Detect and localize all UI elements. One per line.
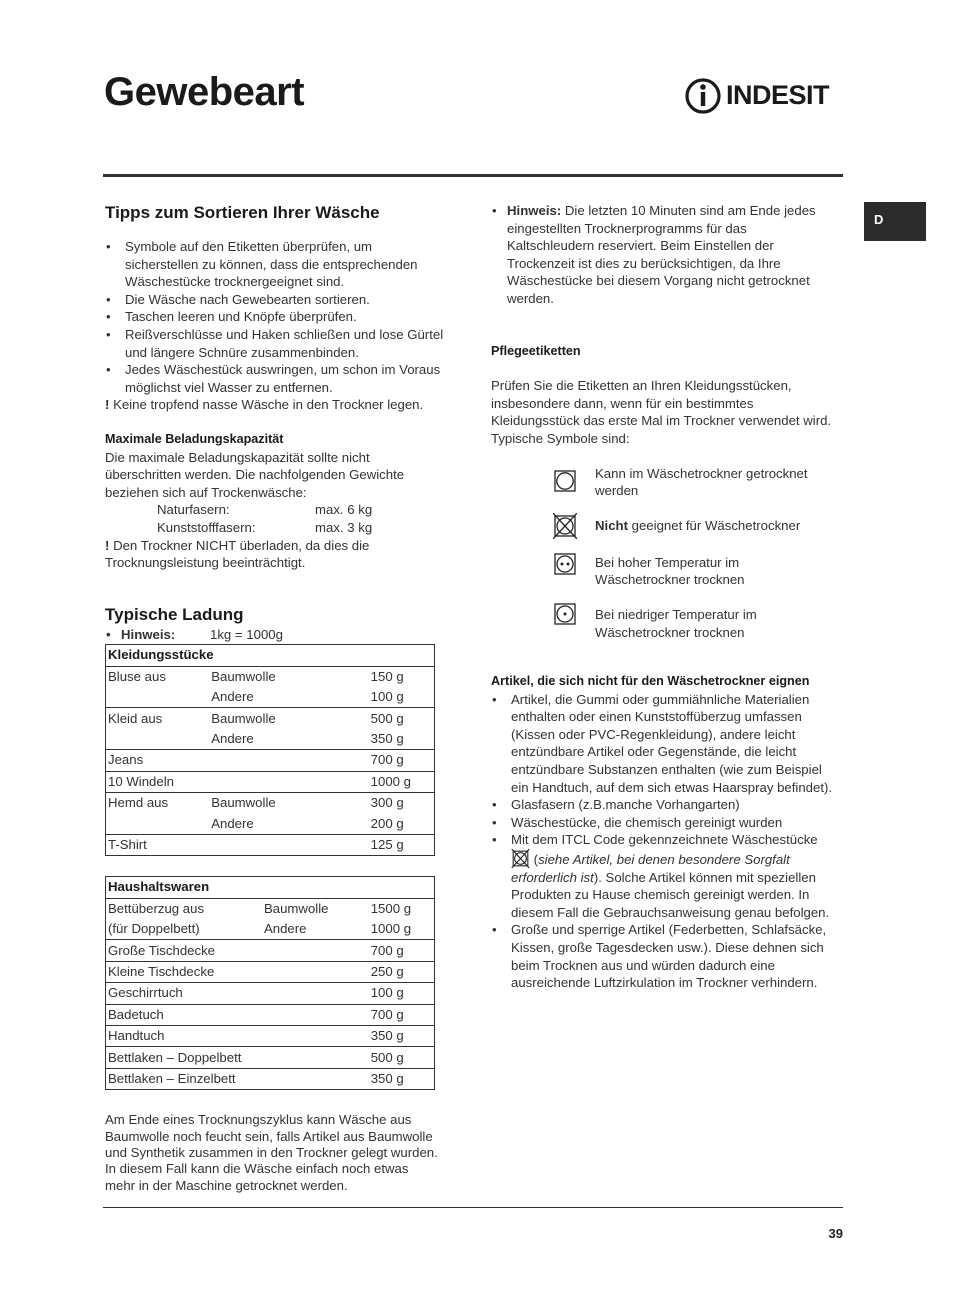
itcl-text-pre: Mit dem ITCL Code gekennzeichnete Wäschestücke <box>511 832 818 848</box>
table-cell <box>262 1025 369 1046</box>
symbol-text <box>595 517 835 535</box>
unsuitable-heading: Artikel, die sich nicht für den Wäschetrockner eignen <box>491 674 810 689</box>
table-cell: Andere <box>209 687 368 708</box>
household-table-header: Haushaltswaren <box>106 877 435 898</box>
note-label: Hinweis: <box>507 203 562 218</box>
load-note <box>105 626 447 644</box>
footer-divider <box>103 1207 843 1208</box>
table-cell: 500 g <box>369 1047 435 1068</box>
note-text: Die letzten 10 Minuten sind am Ende jedes eingestellten Trocknerprogramms für das Kaltschleudern reserviert. Beim Einstellen der Trockenzeit ist dies zu berücksichtigen, da Ihre Wäschestücke bei diesem Vorgang nicht getrocknet werden. <box>507 203 816 306</box>
list-item: • Jedes Wäschestück auswringen, um schon im Voraus möglichst viel Wasser zu entfernen. <box>105 361 447 396</box>
household-table <box>105 876 435 1090</box>
clothing-table <box>105 644 435 856</box>
note-list <box>491 202 836 308</box>
tumble-dry-icon <box>553 469 577 493</box>
table-row <box>106 983 435 1004</box>
table-cell: Andere <box>209 813 368 834</box>
care-symbols <box>491 465 836 642</box>
table-cell: 350 g <box>369 729 435 750</box>
load-note-label: • Hinweis: <box>106 626 176 642</box>
table-header-row <box>106 645 435 666</box>
list-item: • Die Wäsche nach Gewebearten sortieren. <box>105 291 447 309</box>
itcl-italic: siehe Artikel, bei denen besondere Sorgfalt erforderlich ist <box>511 852 790 885</box>
table-cell: 300 g <box>369 793 435 814</box>
capacity-row <box>105 519 447 537</box>
capacity-value: max. 6 kg <box>315 502 373 518</box>
table-row <box>106 793 435 814</box>
table-cell: Baumwolle <box>211 795 276 811</box>
table-cell: 200 g <box>369 813 435 834</box>
table-row <box>106 771 435 792</box>
table-cell <box>262 940 369 961</box>
symbol-row <box>491 554 836 589</box>
table-cell: Andere <box>262 919 369 940</box>
table-cell: 1000 g <box>369 771 435 792</box>
itcl-open: ( <box>530 852 539 868</box>
symbol-text: Bei niedriger Temperatur im Wäschetrockner trocknen <box>595 606 757 640</box>
table-cell: Baumwolle <box>211 710 276 726</box>
symbol-row <box>491 606 836 641</box>
table-cell: Jeans <box>106 750 210 771</box>
table-cell: 125 g <box>369 834 435 855</box>
table-cell: 1000 g <box>369 919 435 940</box>
table-row <box>106 961 435 982</box>
table-cell: 1500 g <box>369 898 435 919</box>
table-cell: Große Tischdecke <box>106 940 262 961</box>
care-intro: Prüfen Sie die Etiketten an Ihren Kleidungsstücken, insbesondere dann, wenn für ein bestimmtes Kleidungsstück das erste Mal im Trockner verwendet wird. Typische Symbole sind: <box>491 378 832 446</box>
table-cell <box>209 750 368 771</box>
table-cell: 700 g <box>369 750 435 771</box>
table-cell <box>262 1068 369 1089</box>
table-cell: Hemd aus <box>106 793 210 814</box>
table-cell: Bettlaken – Einzelbett <box>106 1068 262 1089</box>
table-row <box>106 750 435 771</box>
table-row <box>106 1068 435 1089</box>
table-cell <box>106 729 210 750</box>
page-number: 39 <box>828 1226 843 1241</box>
table-cell: Kleine Tischdecke <box>106 961 262 982</box>
symbol-text: Bei hoher Temperatur im Wäschetrockner trocknen <box>595 554 745 588</box>
table-row <box>106 729 435 750</box>
table-cell: 250 g <box>369 961 435 982</box>
brand-logo <box>684 74 844 118</box>
table-cell: Bettüberzug aus <box>106 898 262 919</box>
table-row <box>106 1004 435 1025</box>
table-cell: 350 g <box>369 1068 435 1089</box>
table-row <box>106 919 435 940</box>
tumble-dry-low-icon <box>553 602 577 626</box>
language-tab: D <box>864 202 926 241</box>
table-cell <box>106 813 210 834</box>
sort-heading: Tipps zum Sortieren Ihrer Wäsche <box>105 203 380 222</box>
sort-warning <box>105 396 447 414</box>
list-item: • Symbole auf den Etiketten überprüfen, um sicherstellen zu können, dass die entsprechenden Wäschestücke trocknergeeignet sind. <box>105 238 447 291</box>
capacity-label: Kunststofffasern: <box>157 519 256 535</box>
table-row <box>106 813 435 834</box>
table-cell <box>106 687 210 708</box>
table-cell: 10 Windeln <box>106 771 210 792</box>
itcl-text-post: ). Solche Artikel können mit speziellen Produkten zu Hause chemisch gereinigt werden. In diesem Fall die Gebrauchsanweisung genau befolgen. <box>511 869 830 920</box>
table-cell: 100 g <box>369 983 435 1004</box>
table-row <box>106 898 435 919</box>
list-item <box>491 202 836 308</box>
table-row <box>106 708 435 729</box>
table-cell: Bettlaken – Doppelbett <box>106 1047 262 1068</box>
closing-text: Am Ende eines Trocknungszyklus kann Wäsche aus Baumwolle noch feucht sein, falls Artikel aus Baumwolle und Synthetik zusammen in den Trockner gelegt wurden. In diesem Fall kann die Wäsche einfach noch etwas mehr in der Maschine getrocknet werden. <box>105 1112 438 1193</box>
table-cell: Baumwolle <box>263 900 329 916</box>
brand-name: INDESIT <box>726 80 830 110</box>
list-item <box>491 831 836 921</box>
table-cell: 100 g <box>369 687 435 708</box>
capacity-heading: Maximale Beladungskapazität <box>105 431 284 446</box>
list-item: • Reißverschlüsse und Haken schließen und lose Gürtel und längere Schnüre zusammenbinden. <box>105 326 447 361</box>
itcl-code-icon <box>511 849 530 868</box>
list-item: • Wäschestücke, die chemisch gereinigt wurden <box>491 814 836 832</box>
table-row <box>106 1025 435 1046</box>
list-item: • Taschen leeren und Knöpfe überprüfen. <box>105 308 447 326</box>
capacity-warning <box>105 537 447 572</box>
list-item: • Große und sperrige Artikel (Federbetten, Schlafsäcke, Kissen, große Tagesdecken usw.). Diese dehnen sich beim Trocknen aus und würden dadurch eine ausreichende Luftzirkulation im Trockner verhindern. <box>491 921 836 991</box>
care-heading: Pflegeetiketten <box>491 343 581 358</box>
load-heading: Typische Ladung <box>105 604 244 624</box>
symbol-text: Kann im Wäschetrockner getrocknet werden <box>595 465 808 499</box>
table-cell <box>209 834 368 855</box>
do-not-tumble-dry-icon <box>553 513 577 537</box>
table-row <box>106 687 435 708</box>
load-note-value: 1kg = 1000g <box>210 626 283 642</box>
capacity-warning-text: Den Trockner NICHT überladen, da dies die Trocknungsleistung beeinträchtigt. <box>105 537 370 571</box>
left-column <box>105 200 447 1194</box>
table-cell: Bluse aus <box>106 666 210 687</box>
table-cell <box>209 771 368 792</box>
table-cell: 350 g <box>369 1025 435 1046</box>
capacity-label: Naturfasern: <box>157 502 230 518</box>
table-cell <box>262 1047 369 1068</box>
table-cell: Geschirrtuch <box>106 983 262 1004</box>
clothing-table-header: Kleidungsstücke <box>106 645 435 666</box>
unsuitable-list <box>491 691 836 992</box>
header-divider <box>103 174 843 177</box>
symbol-text-rest: geeignet für Wäschetrockner <box>627 517 801 533</box>
table-cell: T-Shirt <box>106 834 210 855</box>
tumble-dry-high-icon <box>553 552 577 576</box>
table-header-row <box>106 877 435 898</box>
table-cell: 700 g <box>369 940 435 961</box>
list-item: • Artikel, die Gummi oder gummiähnliche Materialien enthalten oder einen Kunststoffüberzug umfassen (Kissen oder PVC-Regenkleidung), andere leicht entzündbare Artikel oder Gegenstände, die leicht entzündbare Substanzen enthalten (wie zum Beispiel ein Handtuch, auf dem sich etwas Haarspray befindet). <box>491 691 836 797</box>
capacity-intro: Die maximale Beladungskapazität sollte nicht überschritten werden. Die nachfolgenden Gewichte beziehen sich auf Trockenwäsche: <box>105 449 405 500</box>
table-cell: 700 g <box>369 1004 435 1025</box>
warning-mark: ! <box>105 397 110 413</box>
table-cell <box>262 961 369 982</box>
table-row <box>106 834 435 855</box>
table-cell: Handtuch <box>106 1025 262 1046</box>
sort-tips-list <box>105 238 447 396</box>
table-row <box>106 666 435 687</box>
right-column <box>491 202 836 992</box>
capacity-value: max. 3 kg <box>315 519 373 535</box>
table-cell <box>262 1004 369 1025</box>
symbol-row <box>491 465 836 500</box>
warning-mark: ! <box>105 537 110 553</box>
table-cell: Baumwolle <box>211 668 276 684</box>
sort-warning-text: Keine tropfend nasse Wäsche in den Trockner legen. <box>113 397 424 413</box>
table-row <box>106 940 435 961</box>
capacity-row <box>105 501 447 519</box>
table-cell: 500 g <box>369 708 435 729</box>
table-cell: 150 g <box>369 666 435 687</box>
table-cell: Kleid aus <box>106 708 210 729</box>
table-cell <box>262 983 369 1004</box>
symbol-row <box>491 517 836 537</box>
list-item: • Glasfasern (z.B.manche Vorhangarten) <box>491 796 836 814</box>
symbol-bold: Nicht <box>595 517 628 533</box>
brand-logo-mark-icon <box>684 74 724 118</box>
table-row <box>106 1047 435 1068</box>
page-title: Gewebeart <box>104 70 305 114</box>
table-cell: Badetuch <box>106 1004 262 1025</box>
table-cell: (für Doppelbett) <box>106 919 262 940</box>
table-cell: Andere <box>209 729 368 750</box>
